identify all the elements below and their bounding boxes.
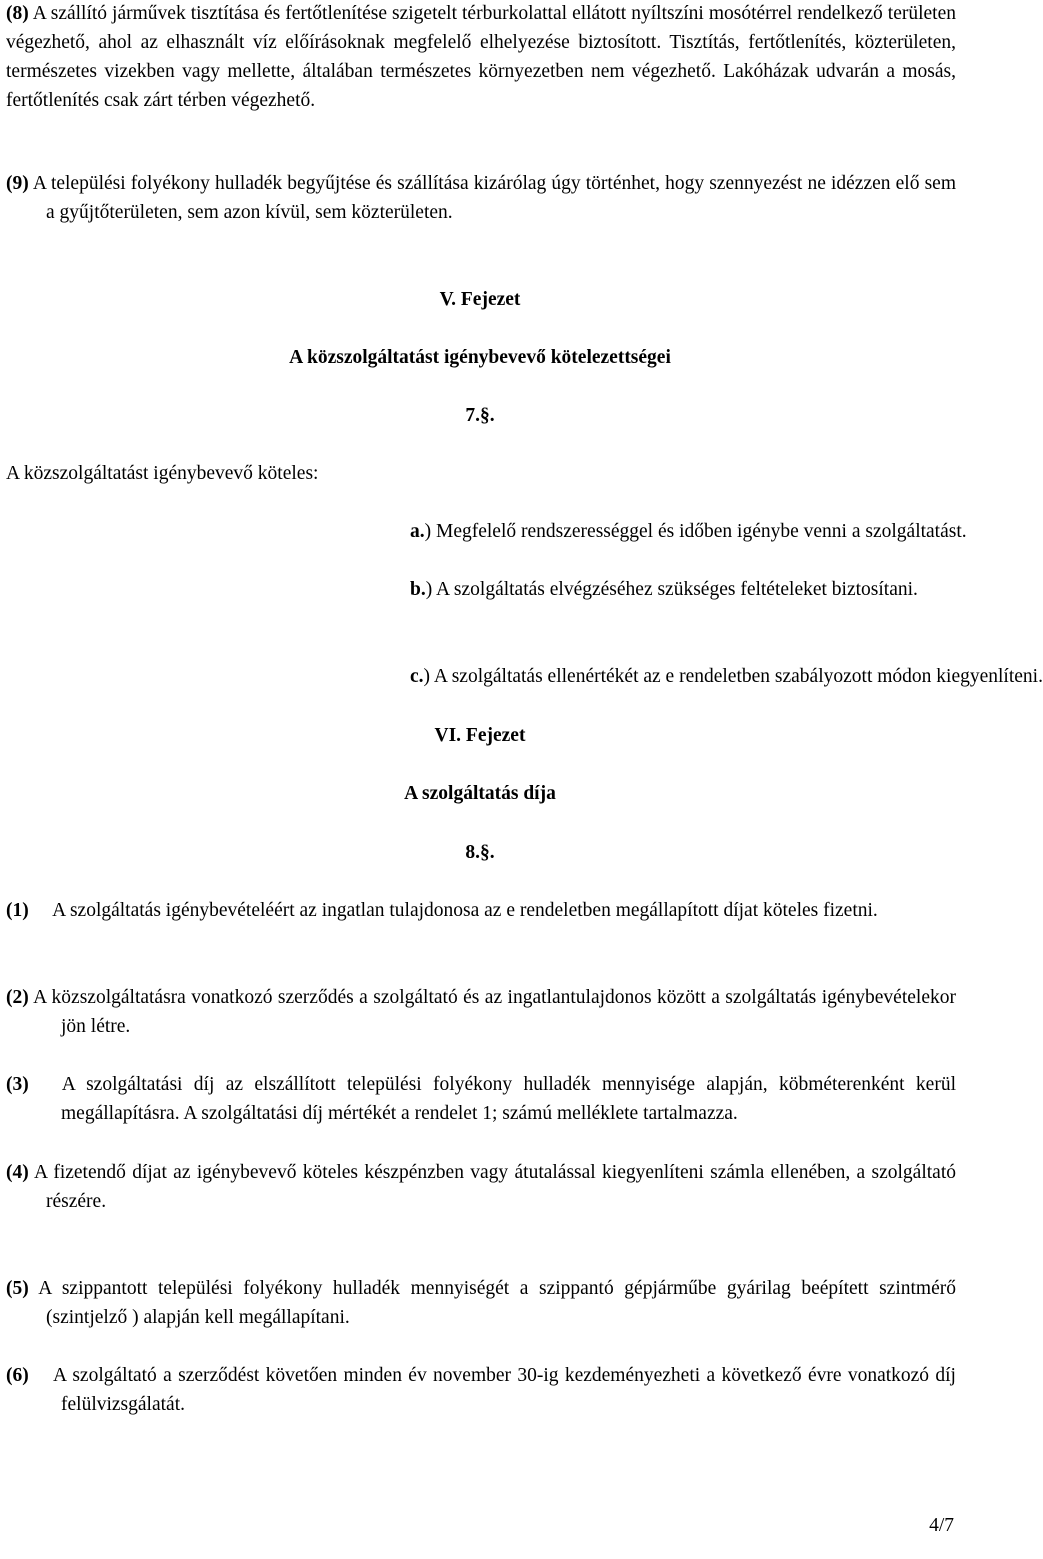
paragraph-8: [6, 0, 956, 115]
paragraph-text: A szállító járművek tisztítása és fertőtlenítése szigetelt térburkolattal ellátott nyíltszíni mosótérrel rendelkező területen végezhető, ahol az elhasznált víz előírásoknak megfelelő elhelyezése biztosított. Tisztítás, fertőtlenítés, közterületen, természetes vizekben vagy mellette, általában természetes környezetben nem végezhető. Lakóházak udvarán a mosás, fertőtlenítés csak zárt térben végezhető.: [6, 3, 956, 111]
list-item-letter: b.: [410, 579, 426, 600]
paragraph-9: [6, 169, 956, 227]
paragraph-number: (4): [6, 1162, 29, 1183]
chapter-title: VI. Fejezet: [434, 725, 526, 746]
section-number: 8.§.: [465, 842, 495, 863]
paragraph-8-5: [6, 1274, 956, 1332]
paragraph-text: A szolgáltatási díj az elszállított települési folyékony hulladék mennyisége alapján, köbméterenként kerül megállapításra. A szolgáltatási díj mértékét a rendelet 1; számú melléklete tartalmazza.: [61, 1074, 956, 1124]
paragraph-8-4: [6, 1158, 956, 1216]
section-number: 7.§.: [465, 405, 495, 426]
paragraph-number: (3): [6, 1074, 29, 1095]
list-item-text: ) A szolgáltatás ellenértékét az e rendeletben szabályozott módon kiegyenlíteni.: [423, 666, 1043, 687]
list-item: [410, 517, 967, 546]
list-item-text: ) Megfelelő rendszerességgel és időben igénybe venni a szolgáltatást.: [424, 521, 967, 542]
list-item-letter: c.: [410, 666, 424, 687]
page-number: 4/7: [929, 1515, 954, 1536]
paragraph-text: A szolgáltatás igénybevételéért az ingatlan tulajdonosa az e rendeletben megállapított díjat köteles fizetni.: [52, 900, 878, 921]
paragraph-8-6: [6, 1361, 956, 1419]
chapter-subtitle: A közszolgáltatást igénybevevő kötelezettségei: [289, 347, 671, 368]
paragraph-text: A szippantott települési folyékony hulladék mennyiségét a szippantó gépjárműbe gyárilag beépített szintmérő (szintjelző ) alapján kell megállapítani.: [38, 1278, 956, 1328]
list-intro: A közszolgáltatást igénybevevő köteles:: [6, 463, 319, 484]
paragraph-number: (9): [6, 173, 29, 194]
paragraph-text: A települési folyékony hulladék begyűjtése és szállítása kizárólag úgy történhet, hogy szennyezést ne idézzen elő sem a gyűjtőterületen, sem azon kívül, sem közterületen.: [32, 173, 956, 223]
list-item-text: ) A szolgáltatás elvégzéséhez szükséges feltételeket biztosítani.: [425, 579, 918, 600]
paragraph-number: (6): [6, 1365, 29, 1386]
list-item: [410, 575, 918, 604]
list-item: [410, 662, 1043, 691]
paragraph-text: A közszolgáltatásra vonatkozó szerződés a szolgáltató és az ingatlantulajdonos között a szolgáltatás igénybevételekor jön létre.: [33, 987, 956, 1037]
chapter-subtitle: A szolgáltatás díja: [404, 783, 556, 804]
paragraph-8-1: [6, 896, 956, 925]
paragraph-number: (2): [6, 987, 29, 1008]
paragraph-text: A fizetendő díjat az igénybevevő köteles készpénzben vagy átutalással kiegyenlíteni számla ellenében, a szolgáltató részére.: [34, 1162, 956, 1212]
chapter-title: V. Fejezet: [439, 289, 521, 310]
paragraph-8-2: [6, 983, 956, 1041]
paragraph-number: (5): [6, 1278, 29, 1299]
paragraph-8-3: [6, 1070, 956, 1128]
paragraph-number: (1): [6, 900, 29, 921]
list-item-letter: a.: [410, 521, 425, 542]
paragraph-text: A szolgáltató a szerződést követően minden év november 30-ig kezdeményezheti a következő évre vonatkozó díj felülvizsgálatát.: [53, 1365, 956, 1415]
paragraph-number: (8): [6, 3, 29, 24]
